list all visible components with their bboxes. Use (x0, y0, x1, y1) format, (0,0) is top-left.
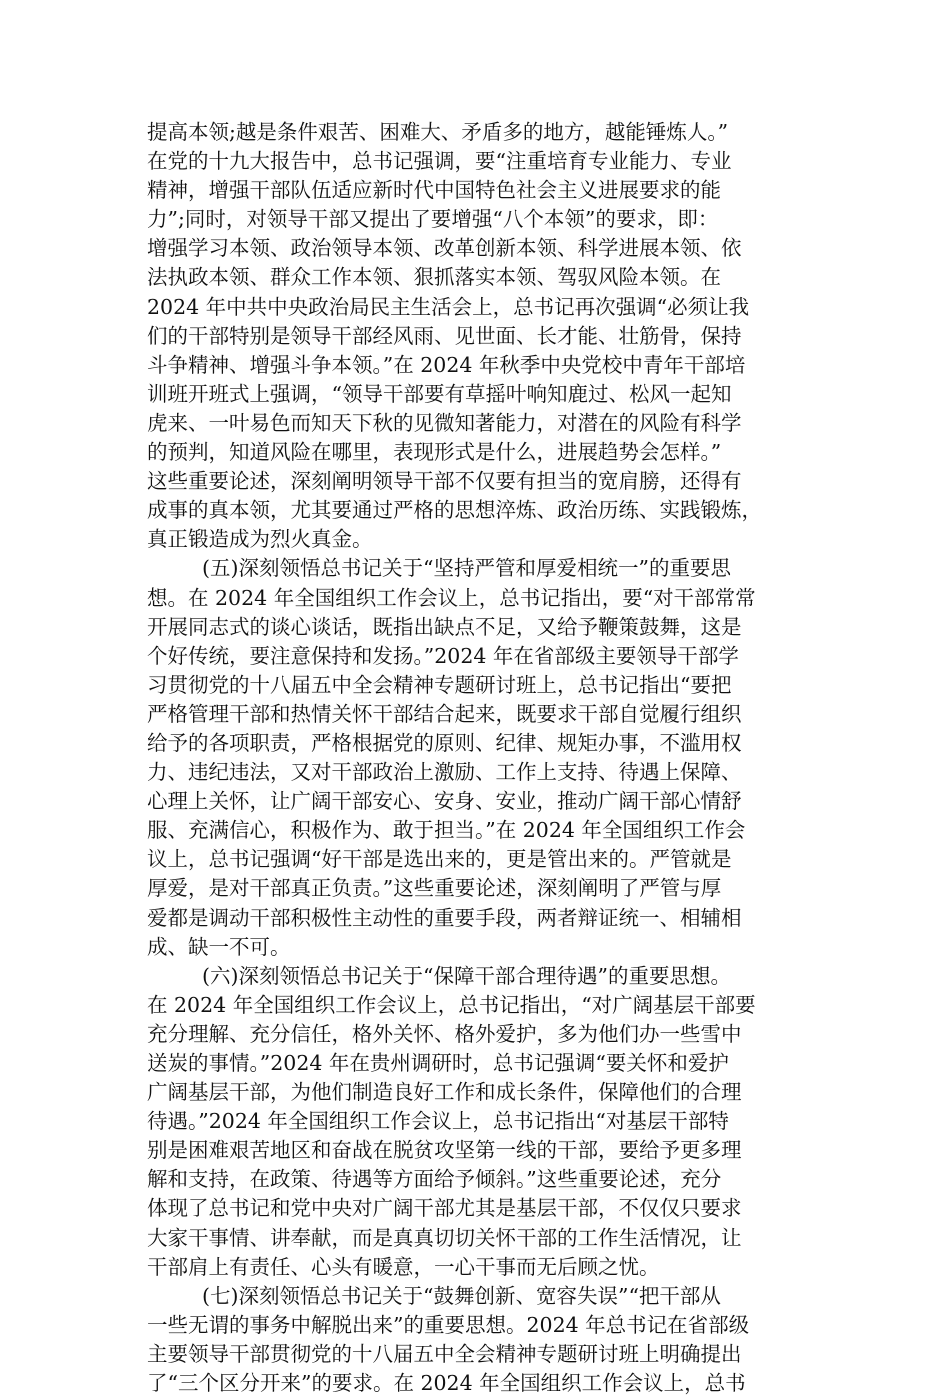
text-line: 严格管理干部和热情关怀干部结合起来，既要求干部自觉履行组织 (147, 701, 742, 726)
text-line: 主要领导干部贯彻党的十八届五中全会精神专题研讨班上明确提出 (147, 1341, 742, 1366)
text-line: 一些无谓的事务中解脱出来”的重要思想。2024 年总书记在省部级 (147, 1312, 750, 1337)
text-line: 给予的各项职责，严格根据党的原则、纪律、规矩办事，不滥用权 (147, 730, 742, 755)
text-line: 力”;同时，对领导干部又提出了要增强“八个本领”的要求，即： (147, 207, 719, 232)
text-line: 爱都是调动干部积极性主动性的重要手段，两者辩证统一、相辅相 (147, 905, 742, 930)
text-line: 虎来、一叶易色而知天下秋的见微知著能力，对潜在的风险有科学 (147, 410, 742, 435)
text-line: 充分理解、充分信任，格外关怀、格外爱护，多为他们办一些雪中 (147, 1021, 742, 1046)
text-line: 在 2024 年全国组织工作会议上，总书记指出，“对广阔基层干部要 (147, 992, 756, 1017)
text-line: 这些重要论述，深刻阐明领导干部不仅要有担当的宽肩膀，还得有 (147, 469, 742, 494)
text-line: 个好传统，要注意保持和发扬。”2024 年在省部级主要领导干部学 (147, 643, 739, 668)
body-text (147, 118, 827, 1398)
paragraph-start-line: (七)深刻领悟总书记关于“鼓舞创新、宽容失误”“把干部从 (202, 1283, 721, 1308)
text-line: 大家干事情、讲奉献，而是真真切切关怀干部的工作生活情况，让 (147, 1225, 742, 1250)
text-line: 力、违纪违法，又对干部政治上激励、工作上支持、待遇上保障、 (147, 760, 742, 785)
text-line: 解和支持，在政策、待遇等方面给予倾斜。”这些重要论述，充分 (147, 1167, 722, 1192)
text-line: 法执政本领、群众工作本领、狠抓落实本领、驾驭风险本领。在 (147, 265, 721, 290)
text-line: 们的干部特别是领导干部经风雨、见世面、长才能、壮筋骨，保持 (147, 323, 742, 348)
text-line: 成、缺一不可。 (147, 934, 291, 959)
text-line: 服、充满信心，积极作为、敢于担当。”在 2024 年全国组织工作会 (147, 818, 746, 843)
text-line: 想。在 2024 年全国组织工作会议上，总书记指出，要“对干部常常 (147, 585, 756, 610)
text-line: 在党的十九大报告中，总书记强调，要“注重培育专业能力、专业 (147, 149, 732, 174)
paragraph-start-line: (五)深刻领悟总书记关于“坚持严管和厚爱相统一”的重要思 (202, 556, 731, 581)
text-line: 广阔基层干部，为他们制造良好工作和成长条件，保障他们的合理 (147, 1080, 742, 1105)
text-line: 议上，总书记强调“好干部是选出来的，更是管出来的。严管就是 (147, 847, 732, 872)
text-line: 别是困难艰苦地区和奋战在脱贫攻坚第一线的干部，要给予更多理 (147, 1138, 742, 1163)
text-line: 斗争精神、增强斗争本领。”在 2024 年秋季中央党校中青年干部培 (147, 352, 746, 377)
text-line: 增强学习本领、政治领导本领、改革创新本领、科学进展本领、依 (147, 236, 742, 261)
text-line: 习贯彻党的十八届五中全会精神专题研讨班上，总书记指出“要把 (147, 672, 732, 697)
paragraph-start-line: (六)深刻领悟总书记关于“保障干部合理待遇”的重要思想。 (202, 963, 731, 988)
text-line: 精神，增强干部队伍适应新时代中国特色社会主义进展要求的能 (147, 178, 721, 203)
text-line: 2024 年中共中央政治局民主生活会上，总书记再次强调“必须让我 (147, 294, 750, 319)
text-line: 厚爱，是对干部真正负责。”这些重要论述，深刻阐明了严管与厚 (147, 876, 722, 901)
text-line: 待遇。”2024 年全国组织工作会议上，总书记指出“对基层干部特 (147, 1109, 729, 1134)
text-line: 开展同志式的谈心谈话，既指出缺点不足，又给予鞭策鼓舞，这是 (147, 614, 742, 639)
text-line: 训班开班式上强调，“领导干部要有草摇叶响知鹿过、松风一起知 (147, 381, 732, 406)
text-line: 提高本领;越是条件艰苦、困难大、矛盾多的地方，越能锤炼人。” (147, 120, 729, 144)
text-line: 的预判，知道风险在哪里，表现形式是什么，进展趋势会怎样。” (147, 440, 722, 465)
text-line: 送炭的事情。”2024 年在贵州调研时，总书记强调“要关怀和爱护 (147, 1051, 729, 1075)
text-line: 了“三个区分开来”的要求。在 2024 年全国组织工作会议上，总书 (147, 1371, 746, 1396)
text-line: 心理上关怀，让广阔干部安心、安身、安业，推动广阔干部心情舒 (147, 789, 742, 814)
text-line: 干部肩上有责任、心头有暖意，一心干事而无后顾之忧。 (147, 1254, 660, 1279)
text-line: 真正锻造成为烈火真金。 (147, 527, 373, 552)
text-line: 体现了总书记和党中央对广阔干部尤其是基层干部，不仅仅只要求 (147, 1196, 742, 1221)
text-line: 成事的真本领，尤其要通过严格的思想淬炼、政治历练、实践锻炼， (147, 498, 762, 523)
